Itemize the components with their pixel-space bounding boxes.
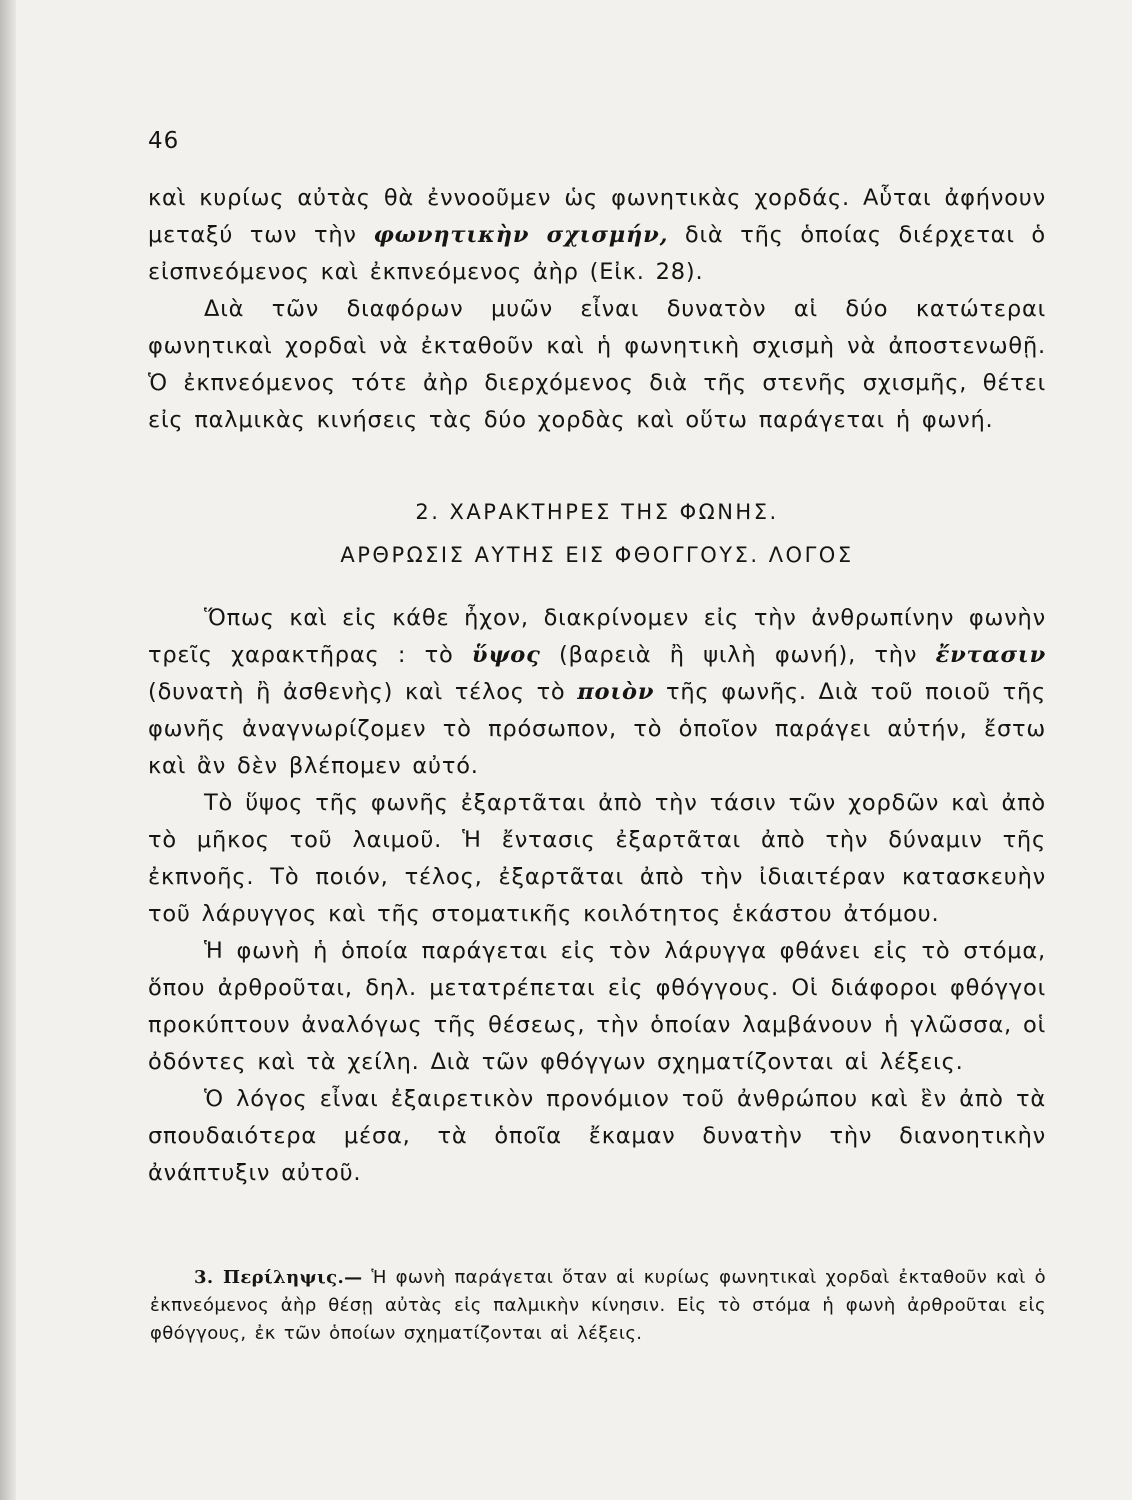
summary-block	[150, 1264, 1046, 1348]
page-number: 46	[148, 128, 180, 154]
summary-label: 3. Περίληψις.—	[194, 1267, 363, 1288]
intro-p1-start: καὶ κυρίως αὐτὰς θὰ ἐννοοῦμεν ὡς φωνητικὰς χορδάς. Αὗται ἀφήνουν μεταξύ των τὴν	[148, 185, 1046, 248]
term-intensity: ἔντασιν	[935, 642, 1047, 668]
page-binding-edge	[0, 0, 16, 1500]
intro-paragraph-2: Διὰ τῶν διαφόρων μυῶν εἶναι δυνατὸν αἱ δύο κατώτεραι φωνητικαὶ χορδαὶ νὰ ἐκταθοῦν καὶ ἡ φωνητικὴ σχισμὴ νὰ ἀποστενωθῇ. Ὁ ἐκπνεόμενος τότε ἀὴρ διερχόμενος διὰ τῆς στενῆς σχισμῆς, θέτει εἰς παλμικὰς κινήσεις τὰς δύο χορδὰς καὶ οὕτω παράγεται ἡ φωνή.	[148, 296, 1046, 433]
s2p1-c: (δυνατὴ ἢ ἀσθενὴς) καὶ τέλος τὸ	[148, 679, 566, 705]
term-quality: ποιὸν	[577, 679, 655, 705]
section2-paragraph-4: Ὁ λόγος εἶναι ἐξαιρετικὸν προνόμιον τοῦ ἀνθρώπου καὶ ἓν ἀπὸ τὰ σπουδαιότερα μέσα, τὰ ὁποῖα ἔκαμαν δυνατὴν τὴν διανοητικὴν ἀνάπτυξιν αὐτοῦ.	[148, 1086, 1046, 1186]
s2p1-b: (βαρειὰ ἢ ψιλὴ φωνή), τὴν	[558, 642, 918, 668]
intro-paragraph-1	[148, 180, 1046, 291]
summary-paragraph	[150, 1264, 1046, 1348]
section-heading-1: 2. ΧΑΡΑΚΤΗΡΕΣ ΤΗΣ ΦΩΝΗΣ.	[415, 500, 779, 524]
intro-text	[148, 180, 1046, 439]
section2-paragraph-3: Ἡ φωνὴ ἡ ὁποία παράγεται εἰς τὸν λάρυγγα φθάνει εἰς τὸ στόμα, ὅπου ἀρθροῦται, δηλ. μετατρέπεται εἰς φθόγγους. Οἱ διάφοροι φθόγγοι προκύπτουν ἀναλόγως τῆς θέσεως, τὴν ὁποίαν λαμβάνουν ἡ γλῶσσα, οἱ ὀδόντες καὶ τὰ χείλη. Διὰ τῶν φθόγγων σχηματίζονται αἱ λέξεις.	[148, 938, 1046, 1075]
term-pitch: ὕψος	[471, 642, 541, 668]
intro-p1-end: διὰ τῆς ὁποίας διέρχεται ὁ εἰσπνεόμενος καὶ ἐκπνεόμενος ἀὴρ (Εἰκ. 28).	[148, 222, 1046, 285]
s2p1-d: τῆς φωνῆς. Διὰ τοῦ ποιοῦ τῆς φωνῆς ἀναγνωρίζομεν τὸ πρόσωπον, τὸ ὁποῖον παράγει αὐτήν, ἔστω καὶ ἂν δὲν βλέπομεν αὐτό.	[148, 679, 1047, 779]
term-vocal-cleft: φωνητικὴν σχισμήν,	[373, 222, 669, 248]
section2-paragraph-1	[148, 600, 1046, 785]
s2p1-a: Ὅπως καὶ εἰς κάθε ἦχον, διακρίνομεν εἰς τὴν ἀνθρωπίνην φωνὴν τρεῖς χαρακτῆρας : τὸ	[148, 605, 1046, 668]
section2-paragraph-2: Τὸ ὕψος τῆς φωνῆς ἐξαρτᾶται ἀπὸ τὴν τάσιν τῶν χορδῶν καὶ ἀπὸ τὸ μῆκος τοῦ λαιμοῦ. Ἡ ἔντασις ἐξαρτᾶται ἀπὸ τὴν δύναμιν τῆς ἐκπνοῆς. Τὸ ποιόν, τέλος, ἐξαρτᾶται ἀπὸ τὴν ἰδιαιτέραν κατασκευὴν τοῦ λάρυγγος καὶ τῆς στοματικῆς κοιλότητος ἑκάστου ἀτόμου.	[148, 790, 1046, 927]
section-heading-2: ΑΡΘΡΩΣΙΣ ΑΥΤΗΣ ΕΙΣ ΦΘΟΓΓΟΥΣ. ΛΟΓΟΣ	[340, 543, 854, 567]
section-2-text	[148, 600, 1046, 1192]
summary-text: Ἡ φωνὴ παράγεται ὅταν αἱ κυρίως φωνητικαὶ χορδαὶ ἐκταθοῦν καὶ ὁ ἐκπνεόμενος ἀὴρ θέσῃ αὐτὰς εἰς παλμικὴν κίνησιν. Εἰς τὸ στόμα ἡ φωνὴ ἀρθροῦται εἰς φθόγγους, ἐκ τῶν ὁποίων σχηματίζονται αἱ λέξεις.	[150, 1267, 1046, 1344]
